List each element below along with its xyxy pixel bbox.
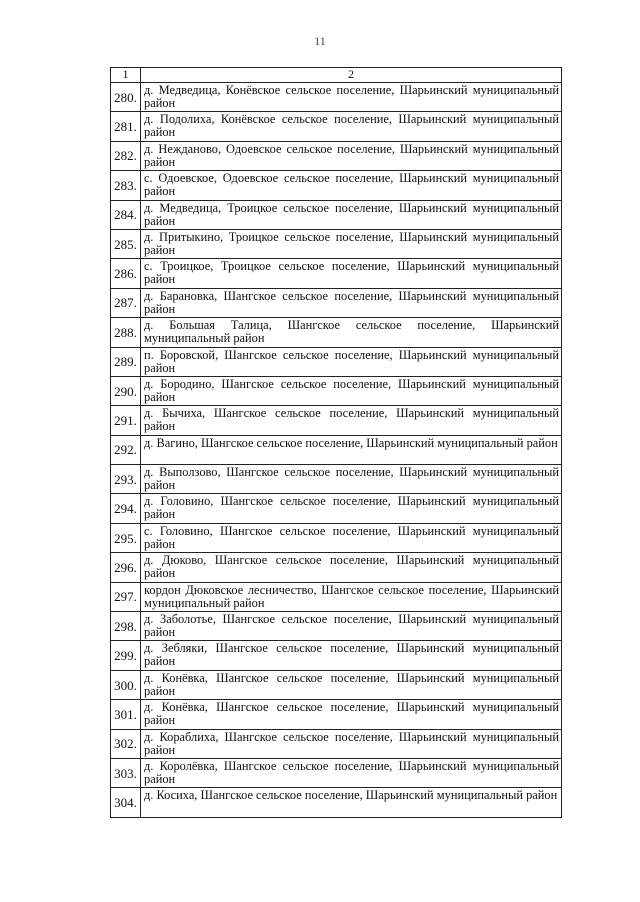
settlement-description: д. Зебляки, Шангское сельское поселение, Шарьинский муниципальный район [141, 641, 562, 670]
settlement-description: д. Косиха, Шангское сельское поселение, Шарьинский муниципальный район [141, 788, 562, 817]
table-row [111, 318, 562, 347]
settlement-description: с. Одоевское, Одоевское сельское поселение, Шарьинский муниципальный район [141, 171, 562, 200]
settlement-description: кордон Дюковское лесничество, Шангское сельское поселение, Шарьинский муниципальный район [141, 582, 562, 611]
table-row [111, 670, 562, 699]
table-row [111, 141, 562, 170]
table-row [111, 582, 562, 611]
settlement-description: п. Боровской, Шангское сельское поселение, Шарьинский муниципальный район [141, 347, 562, 376]
table-row [111, 347, 562, 376]
table-row [111, 406, 562, 435]
settlement-description: д. Дюково, Шангское сельское поселение, Шарьинский муниципальный район [141, 553, 562, 582]
settlement-description: д. Конёвка, Шангское сельское поселение, Шарьинский муниципальный район [141, 700, 562, 729]
row-number: 282. [111, 141, 141, 170]
row-number: 281. [111, 112, 141, 141]
settlement-description: д. Бородино, Шангское сельское поселение, Шарьинский муниципальный район [141, 376, 562, 405]
table-row [111, 612, 562, 641]
table-row [111, 494, 562, 523]
settlement-description: д. Нежданово, Одоевское сельское поселение, Шарьинский муниципальный район [141, 141, 562, 170]
settlement-description: д. Кораблиха, Шангское сельское поселение, Шарьинский муниципальный район [141, 729, 562, 758]
settlement-description: д. Головино, Шангское сельское поселение, Шарьинский муниципальный район [141, 494, 562, 523]
row-number: 289. [111, 347, 141, 376]
row-number: 298. [111, 612, 141, 641]
settlement-description: д. Конёвка, Шангское сельское поселение, Шарьинский муниципальный район [141, 670, 562, 699]
table-row [111, 171, 562, 200]
settlement-description: д. Выползово, Шангское сельское поселение, Шарьинский муниципальный район [141, 465, 562, 494]
row-number: 297. [111, 582, 141, 611]
row-number: 293. [111, 465, 141, 494]
table-row [111, 376, 562, 405]
table-row [111, 435, 562, 464]
row-number: 287. [111, 288, 141, 317]
table-row [111, 788, 562, 817]
row-number: 284. [111, 200, 141, 229]
table-row [111, 641, 562, 670]
row-number: 291. [111, 406, 141, 435]
settlement-description: с. Головино, Шангское сельское поселение, Шарьинский муниципальный район [141, 523, 562, 552]
row-number: 286. [111, 259, 141, 288]
settlement-description: д. Королёвка, Шангское сельское поселение, Шарьинский муниципальный район [141, 758, 562, 787]
table-row [111, 112, 562, 141]
row-number: 299. [111, 641, 141, 670]
table-row [111, 83, 562, 112]
table-row [111, 465, 562, 494]
table-header-row [111, 68, 562, 83]
row-number: 301. [111, 700, 141, 729]
settlements-table [110, 67, 562, 818]
settlement-description: д. Бычиха, Шангское сельское поселение, Шарьинский муниципальный район [141, 406, 562, 435]
table-row [111, 553, 562, 582]
row-number: 294. [111, 494, 141, 523]
table-row [111, 758, 562, 787]
row-number: 296. [111, 553, 141, 582]
row-number: 292. [111, 435, 141, 464]
settlement-description: д. Притыкино, Троицкое сельское поселение, Шарьинский муниципальный район [141, 229, 562, 258]
row-number: 288. [111, 318, 141, 347]
settlement-description: д. Большая Талица, Шангское сельское поселение, Шарьинский муниципальный район [141, 318, 562, 347]
row-number: 290. [111, 376, 141, 405]
settlement-description: д. Медведица, Троицкое сельское поселение, Шарьинский муниципальный район [141, 200, 562, 229]
table-row [111, 200, 562, 229]
row-number: 302. [111, 729, 141, 758]
row-number: 304. [111, 788, 141, 817]
table-row [111, 229, 562, 258]
table-row [111, 729, 562, 758]
table-body [111, 83, 562, 818]
row-number: 295. [111, 523, 141, 552]
row-number: 285. [111, 229, 141, 258]
row-number: 300. [111, 670, 141, 699]
settlement-description: д. Вагино, Шангское сельское поселение, Шарьинский муниципальный район [141, 435, 562, 464]
column-header-1: 1 [111, 68, 141, 83]
settlement-description: д. Медведица, Конёвское сельское поселение, Шарьинский муниципальный район [141, 83, 562, 112]
settlement-description: д. Заболотье, Шангское сельское поселение, Шарьинский муниципальный район [141, 612, 562, 641]
row-number: 283. [111, 171, 141, 200]
column-header-2: 2 [141, 68, 562, 83]
table-row [111, 523, 562, 552]
row-number: 303. [111, 758, 141, 787]
page-number: 11 [314, 34, 326, 48]
table-row [111, 700, 562, 729]
table-row [111, 288, 562, 317]
table-row [111, 259, 562, 288]
settlement-description: д. Барановка, Шангское сельское поселение, Шарьинский муниципальный район [141, 288, 562, 317]
row-number: 280. [111, 83, 141, 112]
settlement-description: д. Подолиха, Конёвское сельское поселение, Шарьинский муниципальный район [141, 112, 562, 141]
settlement-description: с. Троицкое, Троицкое сельское поселение, Шарьинский муниципальный район [141, 259, 562, 288]
